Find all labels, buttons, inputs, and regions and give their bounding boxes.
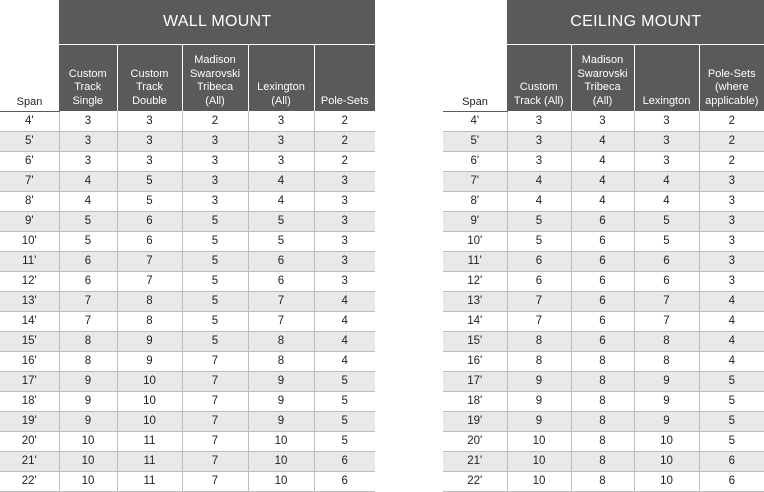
value-cell: 4 <box>248 171 314 191</box>
value-cell: 3 <box>117 151 182 171</box>
value-cell: 7 <box>507 311 571 331</box>
value-cell: 4 <box>314 351 375 371</box>
span-cell: 18' <box>0 391 59 411</box>
value-cell: 10 <box>507 471 571 491</box>
value-cell: 6 <box>314 451 375 471</box>
table-row <box>443 111 764 131</box>
span-cell: 6' <box>0 151 59 171</box>
value-cell: 3 <box>507 111 571 131</box>
value-cell: 11 <box>117 471 182 491</box>
value-cell: 4 <box>507 171 571 191</box>
span-cell: 7' <box>443 171 507 191</box>
span-cell: 14' <box>0 311 59 331</box>
value-cell: 3 <box>182 171 248 191</box>
value-cell: 3 <box>117 131 182 151</box>
value-cell: 5 <box>59 211 117 231</box>
value-cell: 4 <box>634 191 699 211</box>
value-cell: 9 <box>59 391 117 411</box>
value-cell: 4 <box>699 351 764 371</box>
value-cell: 4 <box>59 191 117 211</box>
value-cell: 3 <box>182 151 248 171</box>
span-cell: 16' <box>0 351 59 371</box>
value-cell: 6 <box>571 331 634 351</box>
value-cell: 9 <box>59 371 117 391</box>
value-cell: 9 <box>248 411 314 431</box>
value-cell: 7 <box>182 471 248 491</box>
value-cell: 9 <box>634 371 699 391</box>
ceiling-mount-table <box>443 0 764 492</box>
table-row <box>0 411 375 431</box>
table-row <box>0 371 375 391</box>
value-cell: 7 <box>182 391 248 411</box>
value-cell: 8 <box>571 371 634 391</box>
value-cell: 9 <box>507 411 571 431</box>
table-row <box>443 391 764 411</box>
value-cell: 5 <box>117 191 182 211</box>
table-row <box>0 271 375 291</box>
value-cell: 7 <box>182 451 248 471</box>
corner-empty <box>443 0 507 45</box>
value-cell: 8 <box>507 351 571 371</box>
value-cell: 4 <box>699 291 764 311</box>
value-cell: 11 <box>117 451 182 471</box>
table-row <box>0 311 375 331</box>
value-cell: 8 <box>117 291 182 311</box>
value-cell: 7 <box>248 311 314 331</box>
value-cell: 3 <box>314 231 375 251</box>
value-cell: 6 <box>571 271 634 291</box>
value-cell: 10 <box>117 411 182 431</box>
span-cell: 21' <box>0 451 59 471</box>
value-cell: 6 <box>699 471 764 491</box>
wall-mount-title: WALL MOUNT <box>59 0 375 45</box>
value-cell: 3 <box>634 111 699 131</box>
span-cell: 15' <box>443 331 507 351</box>
value-cell: 3 <box>699 191 764 211</box>
column-header: Madison Swarovski Tribeca (All) <box>182 45 248 112</box>
value-cell: 3 <box>571 111 634 131</box>
value-cell: 5 <box>314 391 375 411</box>
table-row <box>443 411 764 431</box>
value-cell: 6 <box>571 211 634 231</box>
value-cell: 3 <box>314 211 375 231</box>
column-header: Custom Track Double <box>117 45 182 112</box>
value-cell: 7 <box>117 251 182 271</box>
table-row <box>443 251 764 271</box>
table-row <box>0 211 375 231</box>
value-cell: 3 <box>699 271 764 291</box>
table-row <box>443 231 764 251</box>
value-cell: 5 <box>314 431 375 451</box>
value-cell: 9 <box>507 391 571 411</box>
value-cell: 5 <box>182 291 248 311</box>
value-cell: 3 <box>314 171 375 191</box>
table-row <box>0 471 375 491</box>
value-cell: 6 <box>571 311 634 331</box>
value-cell: 5 <box>182 251 248 271</box>
table-row <box>443 271 764 291</box>
value-cell: 5 <box>182 231 248 251</box>
span-cell: 21' <box>443 451 507 471</box>
span-cell: 14' <box>443 311 507 331</box>
span-cell: 10' <box>0 231 59 251</box>
column-header: Pole-Sets (where applicable) <box>699 45 764 112</box>
span-cell: 5' <box>0 131 59 151</box>
value-cell: 2 <box>699 111 764 131</box>
table-row <box>443 311 764 331</box>
value-cell: 3 <box>59 111 117 131</box>
value-cell: 3 <box>699 211 764 231</box>
span-cell: 8' <box>443 191 507 211</box>
value-cell: 5 <box>699 391 764 411</box>
span-cell: 20' <box>0 431 59 451</box>
value-cell: 3 <box>314 271 375 291</box>
table-row <box>443 371 764 391</box>
value-cell: 4 <box>571 131 634 151</box>
value-cell: 5 <box>182 271 248 291</box>
value-cell: 3 <box>507 151 571 171</box>
table-row <box>0 351 375 371</box>
value-cell: 3 <box>59 151 117 171</box>
value-cell: 6 <box>314 471 375 491</box>
value-cell: 8 <box>634 351 699 371</box>
value-cell: 6 <box>507 271 571 291</box>
value-cell: 5 <box>699 371 764 391</box>
span-cell: 17' <box>443 371 507 391</box>
span-cell: 22' <box>443 471 507 491</box>
span-cell: 9' <box>0 211 59 231</box>
value-cell: 6 <box>59 251 117 271</box>
value-cell: 5 <box>634 211 699 231</box>
table-row <box>0 111 375 131</box>
table-row <box>0 451 375 471</box>
table-row <box>0 231 375 251</box>
value-cell: 10 <box>507 431 571 451</box>
value-cell: 8 <box>571 411 634 431</box>
value-cell: 5 <box>634 231 699 251</box>
span-cell: 16' <box>443 351 507 371</box>
column-header: Madison Swarovski Tribeca (All) <box>571 45 634 112</box>
value-cell: 10 <box>634 451 699 471</box>
span-cell: 15' <box>0 331 59 351</box>
value-cell: 6 <box>117 211 182 231</box>
value-cell: 8 <box>571 351 634 371</box>
value-cell: 8 <box>634 331 699 351</box>
value-cell: 3 <box>634 151 699 171</box>
span-cell: 9' <box>443 211 507 231</box>
span-cell: 11' <box>0 251 59 271</box>
value-cell: 10 <box>634 471 699 491</box>
span-cell: 17' <box>0 371 59 391</box>
span-cell: 11' <box>443 251 507 271</box>
value-cell: 5 <box>507 211 571 231</box>
value-cell: 6 <box>248 251 314 271</box>
value-cell: 9 <box>634 411 699 431</box>
value-cell: 10 <box>248 471 314 491</box>
table-row <box>0 431 375 451</box>
column-header: Pole-Sets <box>314 45 375 112</box>
value-cell: 10 <box>248 431 314 451</box>
span-cell: 4' <box>443 111 507 131</box>
value-cell: 2 <box>182 111 248 131</box>
value-cell: 4 <box>59 171 117 191</box>
table-row <box>0 151 375 171</box>
value-cell: 6 <box>571 231 634 251</box>
value-cell: 4 <box>571 151 634 171</box>
value-cell: 5 <box>248 231 314 251</box>
value-cell: 3 <box>248 151 314 171</box>
value-cell: 4 <box>314 331 375 351</box>
value-cell: 7 <box>182 371 248 391</box>
value-cell: 5 <box>248 211 314 231</box>
value-cell: 10 <box>117 391 182 411</box>
value-cell: 3 <box>248 131 314 151</box>
value-cell: 9 <box>248 371 314 391</box>
value-cell: 4 <box>571 191 634 211</box>
value-cell: 8 <box>571 451 634 471</box>
value-cell: 8 <box>248 351 314 371</box>
value-cell: 4 <box>699 311 764 331</box>
value-cell: 3 <box>248 111 314 131</box>
value-cell: 9 <box>248 391 314 411</box>
value-cell: 8 <box>248 331 314 351</box>
value-cell: 5 <box>314 371 375 391</box>
value-cell: 4 <box>507 191 571 211</box>
value-cell: 2 <box>699 131 764 151</box>
value-cell: 7 <box>59 311 117 331</box>
value-cell: 10 <box>248 451 314 471</box>
span-header: Span <box>443 45 507 112</box>
span-cell: 20' <box>443 431 507 451</box>
value-cell: 2 <box>699 151 764 171</box>
span-cell: 8' <box>0 191 59 211</box>
value-cell: 4 <box>314 291 375 311</box>
value-cell: 10 <box>117 371 182 391</box>
span-cell: 18' <box>443 391 507 411</box>
span-cell: 13' <box>443 291 507 311</box>
value-cell: 10 <box>59 431 117 451</box>
table-row <box>443 431 764 451</box>
value-cell: 10 <box>59 471 117 491</box>
value-cell: 7 <box>248 291 314 311</box>
table-row <box>0 191 375 211</box>
value-cell: 5 <box>699 411 764 431</box>
value-cell: 3 <box>314 191 375 211</box>
value-cell: 5 <box>182 331 248 351</box>
value-cell: 6 <box>571 251 634 271</box>
column-header: Custom Track Single <box>59 45 117 112</box>
span-cell: 22' <box>0 471 59 491</box>
table-row <box>443 471 764 491</box>
table-row <box>443 351 764 371</box>
corner-empty <box>0 0 59 45</box>
value-cell: 9 <box>634 391 699 411</box>
value-cell: 9 <box>59 411 117 431</box>
value-cell: 4 <box>248 191 314 211</box>
value-cell: 6 <box>117 231 182 251</box>
span-cell: 7' <box>0 171 59 191</box>
span-cell: 6' <box>443 151 507 171</box>
value-cell: 6 <box>699 451 764 471</box>
value-cell: 10 <box>507 451 571 471</box>
span-cell: 4' <box>0 111 59 131</box>
table-row <box>0 131 375 151</box>
value-cell: 7 <box>182 431 248 451</box>
value-cell: 8 <box>117 311 182 331</box>
span-cell: 12' <box>443 271 507 291</box>
table-row <box>443 151 764 171</box>
value-cell: 3 <box>634 131 699 151</box>
column-header: Lexington <box>634 45 699 112</box>
value-cell: 7 <box>117 271 182 291</box>
span-cell: 10' <box>443 231 507 251</box>
value-cell: 4 <box>571 171 634 191</box>
value-cell: 7 <box>59 291 117 311</box>
span-cell: 12' <box>0 271 59 291</box>
value-cell: 2 <box>314 111 375 131</box>
table-row <box>443 451 764 471</box>
value-cell: 10 <box>59 451 117 471</box>
wall-mount-rows <box>0 111 375 491</box>
table-row <box>443 131 764 151</box>
table-row <box>0 171 375 191</box>
column-header: Custom Track (All) <box>507 45 571 112</box>
span-cell: 13' <box>0 291 59 311</box>
value-cell: 5 <box>182 311 248 331</box>
value-cell: 9 <box>507 371 571 391</box>
value-cell: 7 <box>507 291 571 311</box>
value-cell: 6 <box>507 251 571 271</box>
span-cell: 19' <box>0 411 59 431</box>
value-cell: 3 <box>314 251 375 271</box>
value-cell: 2 <box>314 151 375 171</box>
value-cell: 8 <box>571 431 634 451</box>
value-cell: 3 <box>699 231 764 251</box>
value-cell: 7 <box>182 351 248 371</box>
value-cell: 8 <box>507 331 571 351</box>
value-cell: 6 <box>248 271 314 291</box>
span-cell: 5' <box>443 131 507 151</box>
span-cell: 19' <box>443 411 507 431</box>
value-cell: 3 <box>117 111 182 131</box>
table-row <box>443 331 764 351</box>
value-cell: 4 <box>699 331 764 351</box>
value-cell: 2 <box>314 131 375 151</box>
table-row <box>443 191 764 211</box>
table-row <box>0 251 375 271</box>
value-cell: 3 <box>59 131 117 151</box>
value-cell: 9 <box>117 351 182 371</box>
value-cell: 3 <box>699 171 764 191</box>
value-cell: 5 <box>699 431 764 451</box>
value-cell: 5 <box>117 171 182 191</box>
column-header: Lexington (All) <box>248 45 314 112</box>
table-row <box>0 331 375 351</box>
ceiling-mount-rows <box>443 111 764 491</box>
value-cell: 4 <box>314 311 375 331</box>
value-cell: 9 <box>117 331 182 351</box>
value-cell: 3 <box>182 131 248 151</box>
value-cell: 8 <box>571 471 634 491</box>
value-cell: 3 <box>182 191 248 211</box>
value-cell: 6 <box>634 251 699 271</box>
value-cell: 3 <box>507 131 571 151</box>
table-row <box>443 211 764 231</box>
value-cell: 5 <box>59 231 117 251</box>
table-row <box>0 391 375 411</box>
value-cell: 5 <box>314 411 375 431</box>
value-cell: 5 <box>182 211 248 231</box>
value-cell: 8 <box>571 391 634 411</box>
ceiling-mount-title: CEILING MOUNT <box>507 0 764 45</box>
span-header: Span <box>0 45 59 112</box>
value-cell: 8 <box>59 351 117 371</box>
value-cell: 8 <box>59 331 117 351</box>
value-cell: 4 <box>634 171 699 191</box>
value-cell: 3 <box>699 251 764 271</box>
table-row <box>443 171 764 191</box>
value-cell: 7 <box>634 311 699 331</box>
table-row <box>443 291 764 311</box>
value-cell: 6 <box>59 271 117 291</box>
wall-mount-table <box>0 0 375 492</box>
value-cell: 11 <box>117 431 182 451</box>
value-cell: 6 <box>634 271 699 291</box>
table-row <box>0 291 375 311</box>
value-cell: 10 <box>634 431 699 451</box>
value-cell: 5 <box>507 231 571 251</box>
value-cell: 6 <box>571 291 634 311</box>
value-cell: 7 <box>182 411 248 431</box>
value-cell: 7 <box>634 291 699 311</box>
